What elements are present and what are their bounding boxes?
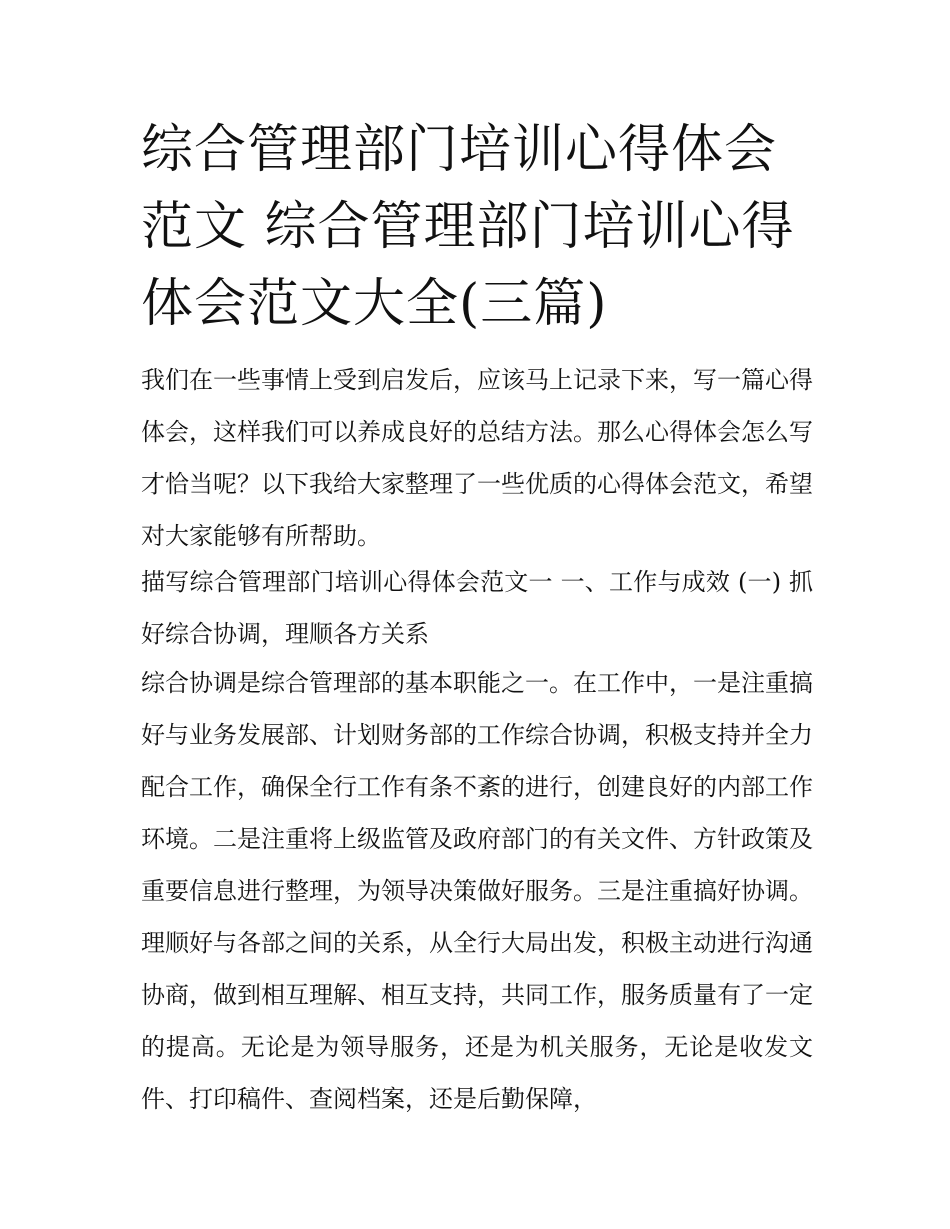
intro-paragraph: 我们在一些事情上受到启发后，应该马上记录下来，写一篇心得体会，这样我们可以养成良好的总结方法。那么心得体会怎么写才恰当呢？以下我给大家整理了一些优质的心得体会范文，希望对大家能够有所帮助。 (141, 366, 813, 550)
body-paragraph: 综合协调是综合管理部的基本职能之一。在工作中，一是注重搞好与业务发展部、计划财务部的工作综合协调，积极支持并全力配合工作，确保全行工作有条不紊的进行，创建良好的内部工作环境。二是注重将上级监管及政府部门的有关文件、方针政策及重要信息进行整理，为领导决策做好服务。三是注重搞好协调。理顺好与各部之间的关系，从全行大局出发，积极主动进行沟通协商，做到相互理解、相互支持，共同工作，服务质量有了一定的提高。无论是为领导服务，还是为机关服务，无论是收发文件、打印稿件、查阅档案，还是后勤保障， (141, 669, 813, 1113)
document-title: 综合管理部门培训心得体会范文 综合管理部门培训心得体会范文大全(三篇) (141, 120, 795, 334)
section-heading-paragraph: 描写综合管理部门培训心得体会范文一 一、工作与成效 (一) 抓好综合协调，理顺各方关系 (141, 568, 813, 648)
